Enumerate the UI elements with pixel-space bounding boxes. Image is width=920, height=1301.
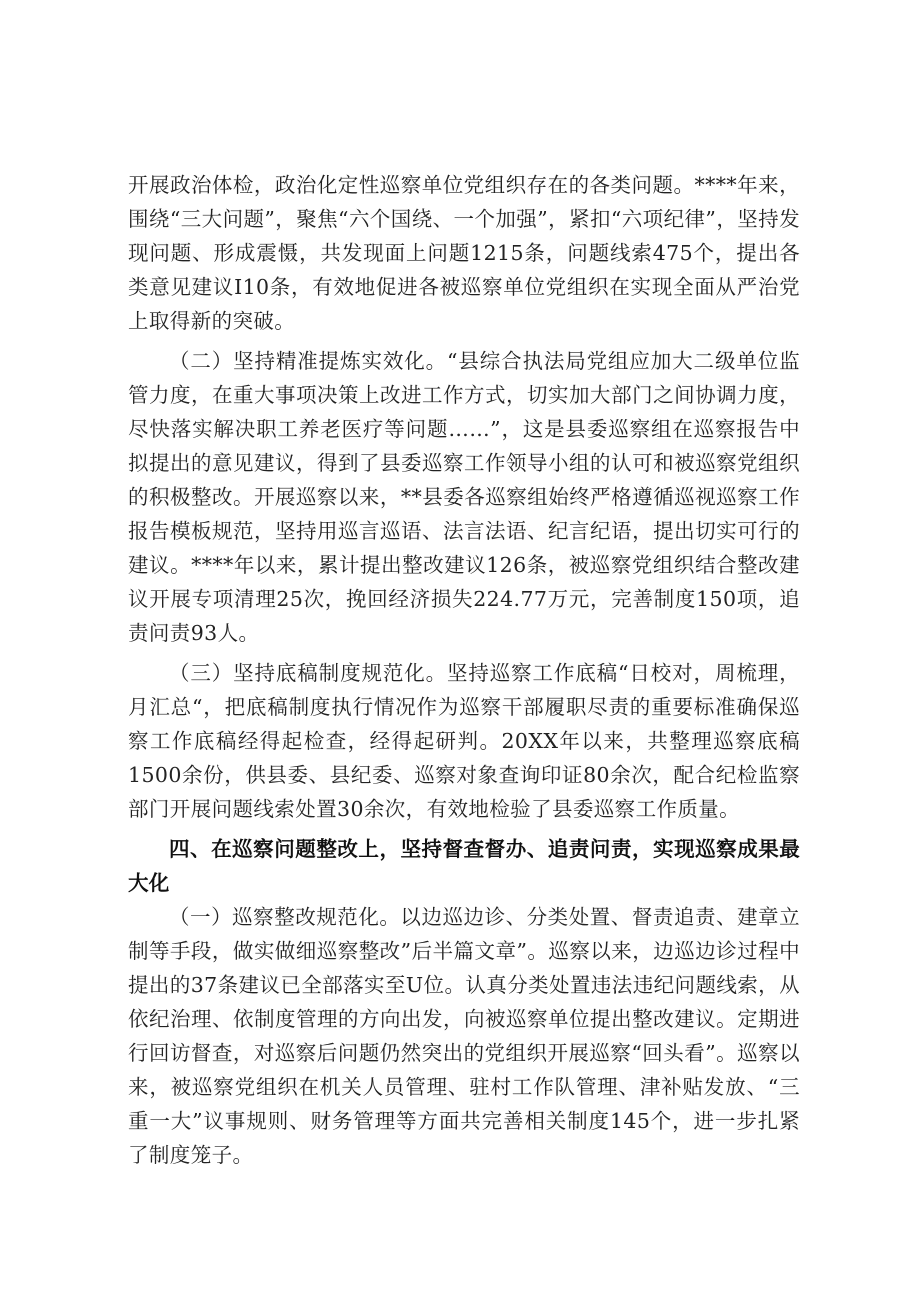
section-heading-4: 四、在巡察问题整改上，坚持督查督办、追责问责，实现巡察成果最大化 (128, 837, 800, 895)
paragraph-section-3: （三）坚持底稿制度规范化。坚持巡察工作底稿“日校对，周梳理，月汇总“，把底稿制度执行情况作为巡察干部履职尽责的重要标准确保巡察工作底稿经得起检查，经得起研判。20XX年以来，共整理巡察底稿1500余份，供县委、县纪委、巡察对象查询印证80余次，配合纪检监察部门开展问题线索处置30余次，有效地检验了县委巡察工作质量。 (128, 661, 800, 821)
paragraph-section-4-1: （一）巡察整改规范化。以边巡边诊、分类处置、督责追责、建章立制等手段，做实做细巡察整改”后半篇文章”。巡察以来，边巡边诊过程中提出的37条建议已全部落实至U位。认真分类处置违法违纪问题线索，从依纪治理、依制度管理的方向出发，向被巡察单位提出整改建议。定期进行回访督查，对巡察后问题仍然突出的党组织开展巡察“回头看”。巡察以来，被巡察党组织在机关人员管理、驻村工作队管理、津补贴发放、“三重一大”议事规则、财务管理等方面共完善相关制度145个，进一步扎紧了制度笼子。 (128, 905, 800, 1167)
document-body (128, 168, 800, 1172)
paragraph-section-2: （二）坚持精准提炼实效化。“县综合执法局党组应加大二级单位监管力度，在重大事项决策上改进工作方式，切实加大部门之间协调力度，尽快落实解决职工养老医疗等问题……”，这是县委巡察组在巡察报告中拟提出的意见建议，得到了县委巡察工作领导小组的认可和被巡察党组织的积极整改。开展巡察以来，**县委各巡察组始终严格遵循巡视巡察工作报告模板规范，坚持用巡言巡语、法言法语、纪言纪语，提出切实可行的建议。****年以来，累计提出整改建议126条，被巡察党组织结合整改建议开展专项清理25次，挽回经济损失224.77万元，完善制度150项，追责问责93人。 (128, 349, 800, 645)
paragraph-intro-continuation: 开展政治体检，政治化定性巡察单位党组织存在的各类问题。****年来，围绕“三大问题”，聚焦“六个国绕、一个加强”，紧扣“六项纪律”，坚持发现问题、形成震慑，共发现面上问题1215条，问题线索475个，提出各类意见建议I10条，有效地促进各被巡察单位党组织在实现全面从严治党上取得新的突破。 (128, 173, 800, 333)
